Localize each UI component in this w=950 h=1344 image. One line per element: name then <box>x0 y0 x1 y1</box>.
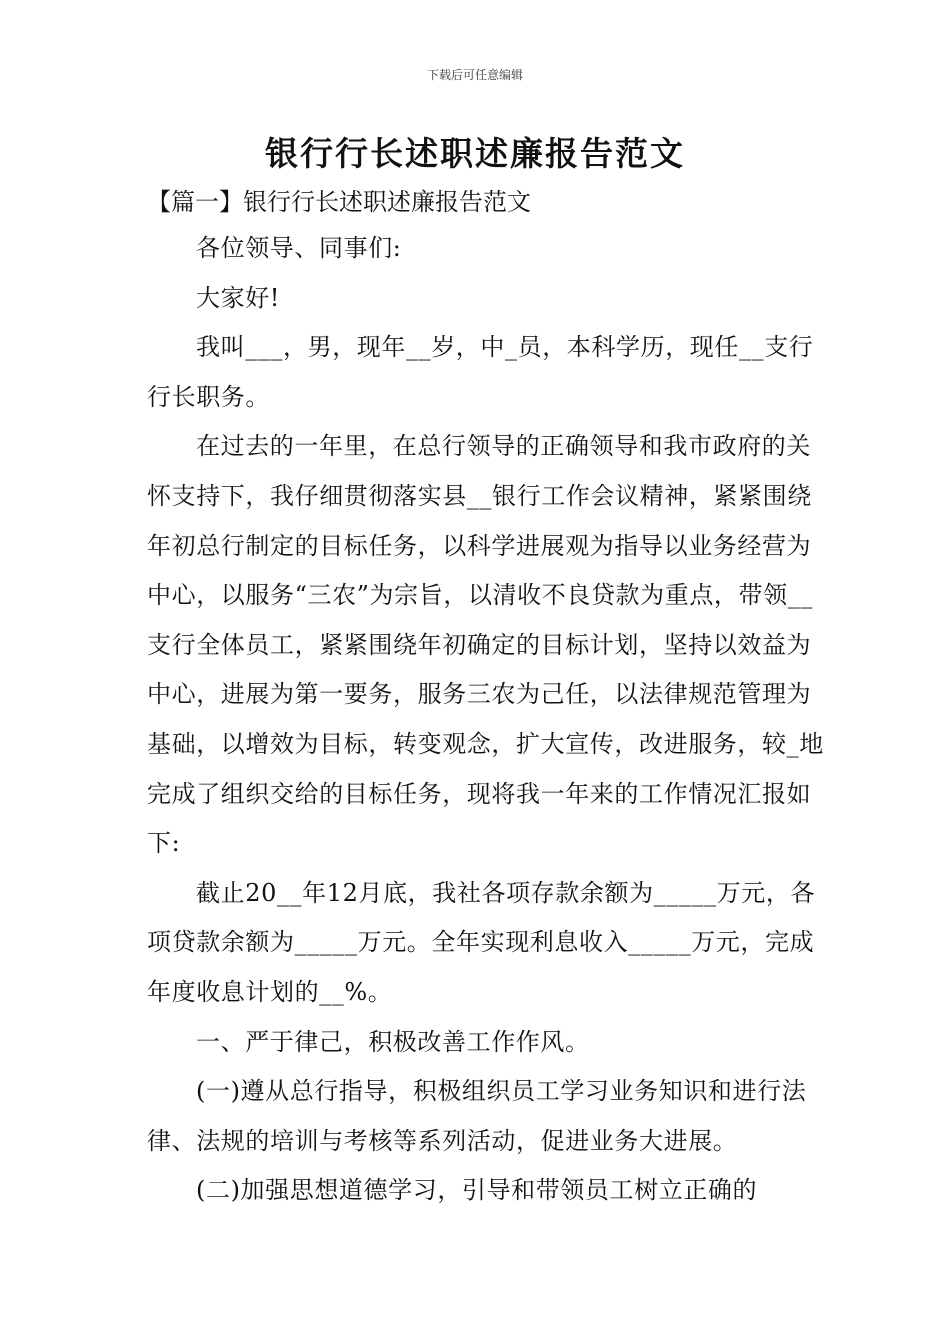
paragraph-overview: 在过去的一年里，在总行领导的正确领导和我市政府的关怀支持下，我仔细贯彻落实县__银行工作会议精神，紧紧围绕年初总行制定的目标任务，以科学进展观为指导以业务经营为中心，以服务“三农”为宗旨，以清收不良贷款为重点，带领__支行全体员工，紧紧围绕年初确定的目标计划，坚持以效益为中心，进展为第一要务，服务三农为己任，以法律规范管理为基础，以增效为目标，转变观念，扩大宣传，改进服务，较_地完成了组织交给的目标任务，现将我一年来的工作情况汇报如下: <box>147 432 824 858</box>
document-body <box>147 224 827 1216</box>
paragraph-item-one: (一)遵从总行指导，积极组织员工学习业务知识和进行法律、法规的培训与考核等系列活动，促进业务大进展。 <box>147 1077 807 1155</box>
paragraph-intro: 我叫___，男，现年__岁，中_员，本科学历，现任__支行行长职务。 <box>147 333 814 411</box>
page-header-note: 下载后可任意编辑 <box>426 68 523 82</box>
paragraph-hello: 大家好! <box>196 283 281 312</box>
section-subtitle: 【篇一】银行行长述职述廉报告范文 <box>147 188 531 216</box>
paragraph-item-two: (二)加强思想道德学习，引导和带领员工树立正确的 <box>196 1176 758 1205</box>
paragraph-figures: 截止20__年12月底，我社各项存款余额为_____万元，各项贷款余额为_____万元。全年实现利息收入_____万元，完成年度收息计划的__%。 <box>147 878 816 1006</box>
document-title: 银行行长述职述廉报告范文 <box>265 134 685 173</box>
paragraph-greeting: 各位领导、同事们: <box>196 234 402 262</box>
paragraph-section-one: 一、严于律己，积极改善工作作风。 <box>196 1027 590 1056</box>
